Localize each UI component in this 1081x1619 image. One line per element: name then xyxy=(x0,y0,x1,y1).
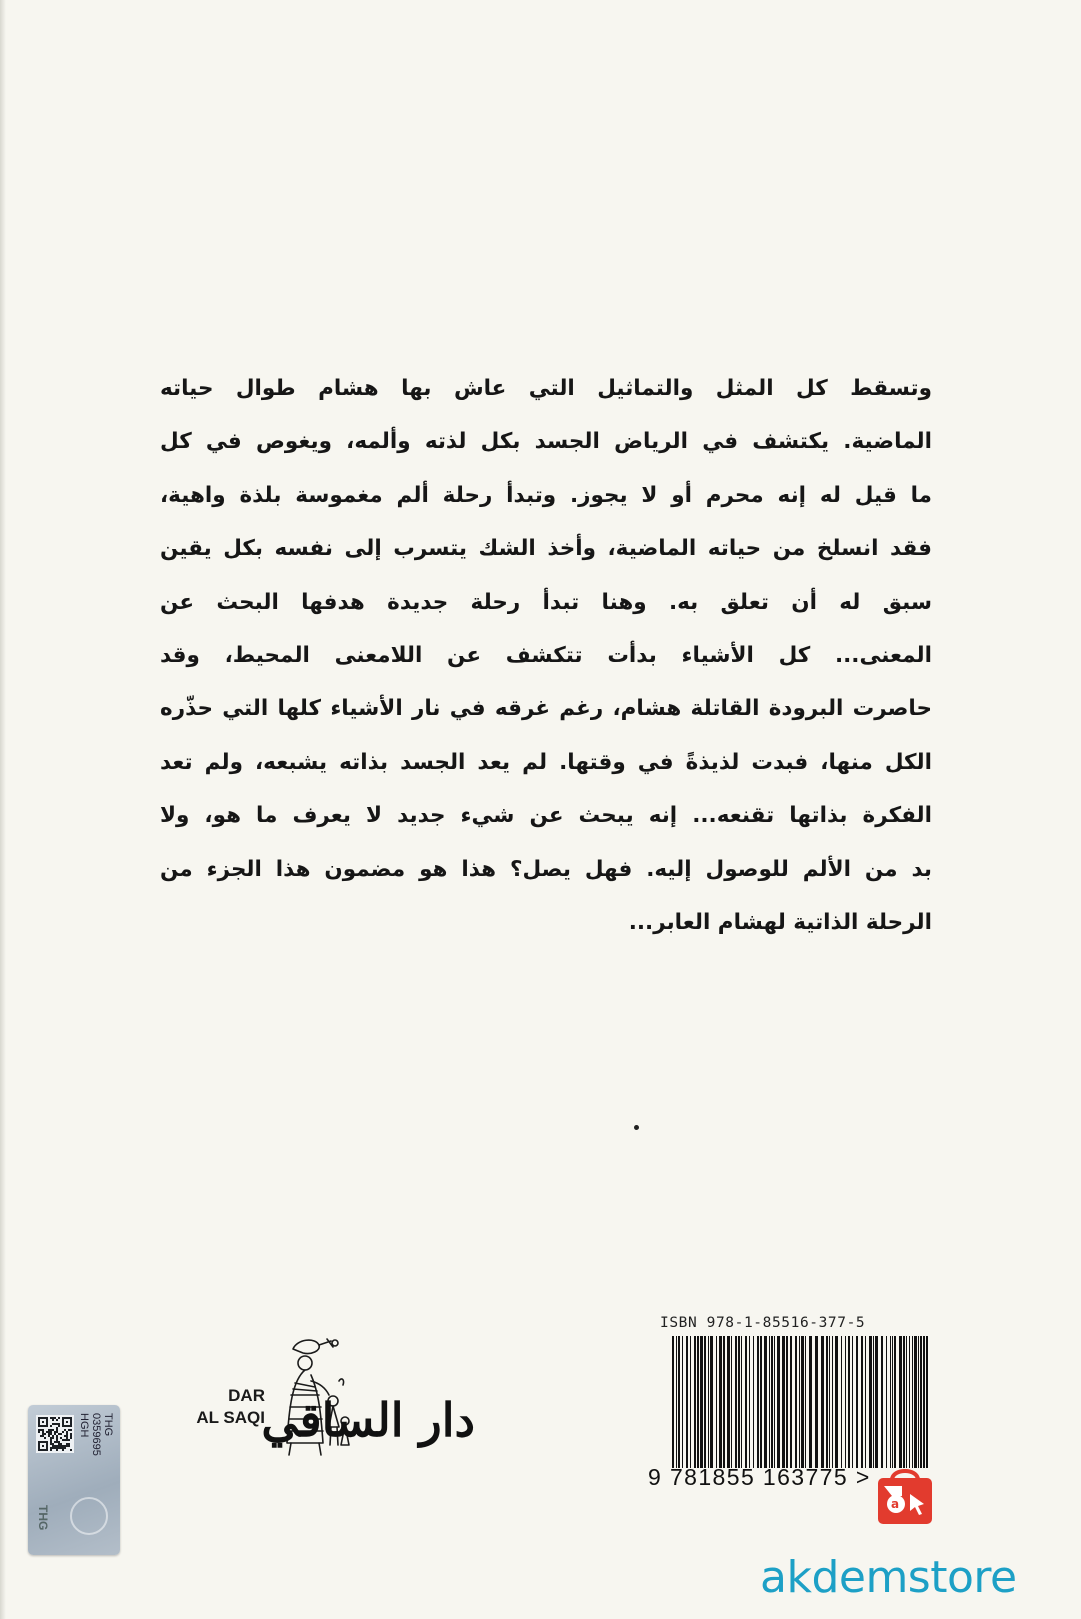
qr-cell xyxy=(70,1437,72,1439)
barcode-bar xyxy=(771,1336,773,1468)
qr-cell xyxy=(38,1417,40,1419)
barcode-bar xyxy=(735,1336,737,1468)
qr-cell xyxy=(46,1449,48,1451)
library-sticker xyxy=(28,1405,120,1555)
barcode-bar xyxy=(769,1336,770,1468)
barcode-bar xyxy=(697,1336,699,1468)
qr-cell xyxy=(66,1425,68,1427)
sticker-line-3: HGH xyxy=(78,1413,90,1438)
qr-cell xyxy=(66,1443,68,1445)
barcode-bar xyxy=(909,1336,910,1468)
qr-cell xyxy=(38,1421,40,1423)
barcode-bar xyxy=(809,1336,812,1468)
qr-cell xyxy=(50,1425,52,1427)
publisher-logo xyxy=(185,1335,485,1465)
barcode-bar xyxy=(749,1336,750,1468)
qr-cell xyxy=(44,1449,46,1451)
qr-cell xyxy=(40,1425,42,1427)
barcode-bar xyxy=(886,1336,887,1468)
qr-cell xyxy=(44,1417,46,1419)
qr-cell xyxy=(46,1419,48,1421)
ean-number: 9 781855 163775 xyxy=(648,1464,849,1490)
qr-cell xyxy=(50,1437,52,1439)
qr-cell xyxy=(64,1417,66,1419)
barcode-bar xyxy=(719,1336,722,1468)
barcode-bar xyxy=(856,1336,858,1468)
qr-cell xyxy=(64,1425,66,1427)
qr-cell xyxy=(68,1443,70,1445)
qr-cell xyxy=(52,1419,54,1421)
qr-cell xyxy=(70,1419,72,1421)
qr-cell xyxy=(66,1445,68,1447)
barcode-bar xyxy=(826,1336,828,1468)
qr-cell xyxy=(50,1449,52,1451)
qr-cell xyxy=(50,1447,52,1449)
qr-cell xyxy=(66,1439,68,1441)
barcode-bar xyxy=(914,1336,917,1468)
barcode-bar xyxy=(903,1336,905,1468)
qr-cell xyxy=(42,1425,44,1427)
barcode-bar xyxy=(852,1336,853,1468)
wordmark-a: a xyxy=(760,1552,787,1603)
qr-cell xyxy=(62,1419,64,1421)
qr-cell xyxy=(56,1427,58,1429)
qr-cell xyxy=(70,1423,72,1425)
barcode-bar xyxy=(672,1336,674,1468)
qr-code-icon xyxy=(36,1415,74,1453)
qr-cell xyxy=(64,1445,66,1447)
barcode-bar xyxy=(704,1336,706,1468)
barcode-bar xyxy=(926,1336,928,1468)
sticker-bottom-text: THG xyxy=(36,1505,50,1531)
barcode-bar xyxy=(686,1336,688,1468)
qr-cell xyxy=(42,1445,44,1447)
qr-cell xyxy=(42,1429,44,1431)
qr-cell xyxy=(56,1439,58,1441)
barcode-bar xyxy=(799,1336,800,1468)
barcode-bar xyxy=(881,1336,883,1468)
barcode-bar xyxy=(845,1336,846,1468)
barcode-bar xyxy=(731,1336,732,1468)
qr-cell xyxy=(56,1431,58,1433)
qr-cell xyxy=(56,1423,58,1425)
qr-cell xyxy=(50,1417,52,1419)
qr-cell xyxy=(56,1419,58,1421)
qr-cell xyxy=(68,1429,70,1431)
barcode-bar xyxy=(757,1336,759,1468)
qr-cell xyxy=(40,1417,42,1419)
qr-cell xyxy=(44,1425,46,1427)
qr-cell xyxy=(42,1417,44,1419)
qr-cell xyxy=(66,1437,68,1439)
qr-cell xyxy=(64,1439,66,1441)
qr-cell xyxy=(46,1447,48,1449)
qr-cell xyxy=(70,1421,72,1423)
akdemstore-wordmark xyxy=(760,1552,1017,1603)
barcode-bar xyxy=(815,1336,818,1468)
qr-cell xyxy=(38,1441,40,1443)
qr-cell xyxy=(50,1431,52,1433)
barcode-bar xyxy=(710,1336,713,1468)
blurb-line: الفكرة بذاتها تقنعه... إنه يبحث عن شيء جديد لا يعرف ما هو، ولا xyxy=(160,803,932,829)
publisher-dar: DAR xyxy=(228,1386,265,1405)
qr-cell xyxy=(60,1445,62,1447)
back-cover-blurb xyxy=(160,362,932,949)
qr-cell xyxy=(44,1441,46,1443)
qr-cell xyxy=(58,1447,60,1449)
qr-cell xyxy=(54,1423,56,1425)
qr-cell xyxy=(68,1445,70,1447)
qr-cell xyxy=(62,1417,64,1419)
barcode-bar xyxy=(832,1336,833,1468)
quiet-zone-mark: > xyxy=(855,1464,871,1490)
qr-cell xyxy=(70,1433,72,1435)
qr-cell xyxy=(40,1429,42,1431)
wordmark-rest: kdemstore xyxy=(786,1552,1017,1603)
qr-cell xyxy=(38,1425,40,1427)
blurb-line: الرحلة الذاتية لهشام العابر... xyxy=(628,909,932,935)
blurb-line: بد من الألم للوصول إليه. فهل يصل؟ هذا هو مضمون هذا الجزء من xyxy=(160,856,932,882)
qr-cell xyxy=(54,1447,56,1449)
qr-cell xyxy=(62,1449,64,1451)
qr-cell xyxy=(52,1435,54,1437)
barcode-bar xyxy=(738,1336,740,1468)
qr-cell xyxy=(58,1433,60,1435)
qr-cell xyxy=(38,1443,40,1445)
qr-cell xyxy=(66,1431,68,1433)
barcode-bar xyxy=(764,1336,767,1468)
svg-text:a: a xyxy=(891,1497,900,1511)
qr-cell xyxy=(42,1441,44,1443)
barcode-bar xyxy=(682,1336,683,1468)
qr-cell xyxy=(66,1435,68,1437)
qr-cell xyxy=(56,1445,58,1447)
qr-cell xyxy=(50,1441,52,1443)
barcode-bar xyxy=(869,1336,872,1468)
barcode-bar xyxy=(676,1336,677,1468)
barcode-bar xyxy=(829,1336,830,1468)
qr-cell xyxy=(68,1439,70,1441)
qr-cell xyxy=(42,1431,44,1433)
qr-cell xyxy=(40,1441,42,1443)
qr-cell xyxy=(52,1445,54,1447)
blurb-line: الماضية. يكتشف في الرياض الجسد بكل لذته وألمه، ويغوص في كل xyxy=(160,429,932,455)
qr-cell xyxy=(60,1437,62,1439)
blurb-line: سبق له أن تعلق به. وهنا تبدأ رحلة جديدة هدفها البحث عن xyxy=(160,589,932,615)
barcode-bar xyxy=(906,1336,907,1468)
qr-cell xyxy=(50,1439,52,1441)
publisher-latin-name xyxy=(185,1385,265,1429)
qr-cell xyxy=(38,1431,40,1433)
qr-cell xyxy=(46,1443,48,1445)
shopping-bag-icon xyxy=(870,1460,940,1530)
qr-cell xyxy=(38,1419,40,1421)
barcode-bar xyxy=(774,1336,775,1468)
qr-cell xyxy=(60,1447,62,1449)
qr-cell xyxy=(60,1443,62,1445)
qr-cell xyxy=(48,1431,50,1433)
qr-cell xyxy=(56,1449,58,1451)
qr-cell xyxy=(38,1445,40,1447)
qr-cell xyxy=(66,1417,68,1419)
qr-cell xyxy=(48,1433,50,1435)
barcode-bar xyxy=(899,1336,902,1468)
qr-cell xyxy=(48,1435,50,1437)
qr-cell xyxy=(46,1423,48,1425)
barcode-bar xyxy=(801,1336,804,1468)
barcode-bar xyxy=(694,1336,696,1468)
page-edge xyxy=(0,0,6,1619)
qr-cell xyxy=(70,1417,72,1419)
isbn-text: ISBN 978-1-85516-377-5 xyxy=(660,1315,866,1331)
qr-cell xyxy=(50,1429,52,1431)
barcode-bar xyxy=(861,1336,863,1468)
akdemstore-watermark xyxy=(760,1460,1081,1619)
barcode-bar xyxy=(835,1336,838,1468)
qr-cell xyxy=(64,1429,66,1431)
barcode-bar xyxy=(923,1336,925,1468)
qr-cell xyxy=(62,1447,64,1449)
barcode-bar xyxy=(873,1336,874,1468)
qr-cell xyxy=(64,1447,66,1449)
sticker-line-1: THG xyxy=(102,1413,114,1437)
qr-cell xyxy=(54,1431,56,1433)
qr-cell xyxy=(58,1425,60,1427)
qr-cell xyxy=(58,1423,60,1425)
barcode-bar xyxy=(760,1336,762,1468)
qr-cell xyxy=(46,1417,48,1419)
qr-cell xyxy=(52,1429,54,1431)
blurb-line: الكل منها، فبدت لذيذةً في وقتها. لم يعد الجسد بذاته يشبعه، ولم تعد xyxy=(160,749,932,775)
qr-cell xyxy=(54,1441,56,1443)
hologram-circle xyxy=(70,1497,108,1535)
barcode-bar xyxy=(920,1336,922,1468)
blurb-line: وتسقط كل المثل والتماثيل التي عاش بها هشام طوال حياته xyxy=(160,376,932,401)
barcode-bar xyxy=(786,1336,788,1468)
barcode-bar xyxy=(795,1336,797,1468)
qr-cell xyxy=(42,1449,44,1451)
qr-cell xyxy=(64,1435,66,1437)
barcode-bar xyxy=(848,1336,850,1468)
qr-cell xyxy=(42,1421,44,1423)
barcode-bar xyxy=(918,1336,919,1468)
qr-cell xyxy=(62,1423,64,1425)
qr-cell xyxy=(56,1435,58,1437)
qr-cell xyxy=(38,1447,40,1449)
qr-cell xyxy=(40,1449,42,1451)
barcode-bar xyxy=(841,1336,842,1468)
blurb-line: فقد انسلخ من حياته الماضية، وأخذ الشك يتسرب إلى نفسه بكل يقين xyxy=(160,536,932,562)
blurb-line: حاصرت البرودة القاتلة هشام، رغم غرقه في نار الأشياء كلها التي حذّره xyxy=(160,696,932,722)
qr-cell xyxy=(66,1421,68,1423)
publisher-arabic-name: دار الساقي xyxy=(261,1393,475,1447)
qr-cell xyxy=(58,1417,60,1419)
barcode-bar xyxy=(894,1336,896,1468)
barcode-bar xyxy=(678,1336,680,1468)
sticker-line-2: 0359695 xyxy=(90,1413,102,1456)
qr-cell xyxy=(46,1441,48,1443)
blurb-line: المعنى... كل الأشياء بدأت تتكشف عن اللامعنى المحيط، وقد xyxy=(160,642,932,668)
barcode-bar xyxy=(865,1336,866,1468)
qr-cell xyxy=(58,1441,60,1443)
barcode-bar xyxy=(700,1336,703,1468)
qr-cell xyxy=(42,1435,44,1437)
blurb-line: ما قيل له إنه محرم أو لا يجوز. وتبدأ رحلة ألم مغموسة بلذة واهية، xyxy=(160,482,932,508)
qr-cell xyxy=(40,1435,42,1437)
qr-cell xyxy=(38,1423,40,1425)
sticker-code xyxy=(74,1413,114,1475)
barcode-bar xyxy=(716,1336,717,1468)
qr-cell xyxy=(68,1425,70,1427)
barcode-bar xyxy=(875,1336,878,1468)
qr-cell xyxy=(38,1429,40,1431)
barcode-bar xyxy=(745,1336,747,1468)
qr-cell xyxy=(58,1445,60,1447)
barcode-bar xyxy=(708,1336,709,1468)
qr-cell xyxy=(66,1433,68,1435)
qr-cell xyxy=(62,1431,64,1433)
barcode-bar xyxy=(892,1336,893,1468)
qr-cell xyxy=(56,1441,58,1443)
qr-cell xyxy=(54,1433,56,1435)
qr-cell xyxy=(44,1437,46,1439)
qr-cell xyxy=(54,1417,56,1419)
barcode-bar xyxy=(741,1336,742,1468)
qr-cell xyxy=(56,1429,58,1431)
qr-cell xyxy=(42,1433,44,1435)
barcode-bar xyxy=(790,1336,792,1468)
qr-cell xyxy=(52,1447,54,1449)
barcode-bar xyxy=(777,1336,780,1468)
qr-cell xyxy=(52,1423,54,1425)
publisher-al-saqi: AL SAQI xyxy=(196,1408,265,1427)
barcode-bar xyxy=(727,1336,730,1468)
qr-cell xyxy=(70,1429,72,1431)
qr-cell xyxy=(62,1439,64,1441)
qr-cell xyxy=(52,1417,54,1419)
qr-cell xyxy=(56,1437,58,1439)
barcode-bar xyxy=(805,1336,806,1468)
qr-cell xyxy=(56,1447,58,1449)
qr-cell xyxy=(62,1425,64,1427)
qr-cell xyxy=(50,1433,52,1435)
qr-cell xyxy=(44,1433,46,1435)
qr-cell xyxy=(70,1449,72,1451)
barcode-bars xyxy=(670,1336,932,1468)
barcode-bar xyxy=(890,1336,891,1468)
barcode-bar xyxy=(753,1336,754,1468)
qr-cell xyxy=(46,1421,48,1423)
barcode-bar xyxy=(723,1336,725,1468)
qr-cell xyxy=(48,1429,50,1431)
qr-cell xyxy=(46,1445,48,1447)
qr-cell xyxy=(54,1445,56,1447)
barcode-bar xyxy=(782,1336,785,1468)
qr-cell xyxy=(46,1431,48,1433)
barcode-bar xyxy=(821,1336,824,1468)
qr-cell xyxy=(68,1417,70,1419)
qr-cell xyxy=(50,1443,52,1445)
qr-cell xyxy=(52,1443,54,1445)
ink-speck xyxy=(634,1125,639,1130)
qr-cell xyxy=(58,1443,60,1445)
qr-cell xyxy=(62,1445,64,1447)
qr-cell xyxy=(46,1425,48,1427)
qr-cell xyxy=(38,1449,40,1451)
qr-cell xyxy=(70,1435,72,1437)
qr-cell xyxy=(70,1425,72,1427)
qr-cell xyxy=(62,1421,64,1423)
barcode-bar xyxy=(690,1336,691,1468)
barcode-bar xyxy=(912,1336,913,1468)
qr-cell xyxy=(52,1437,54,1439)
qr-cell xyxy=(60,1433,62,1435)
